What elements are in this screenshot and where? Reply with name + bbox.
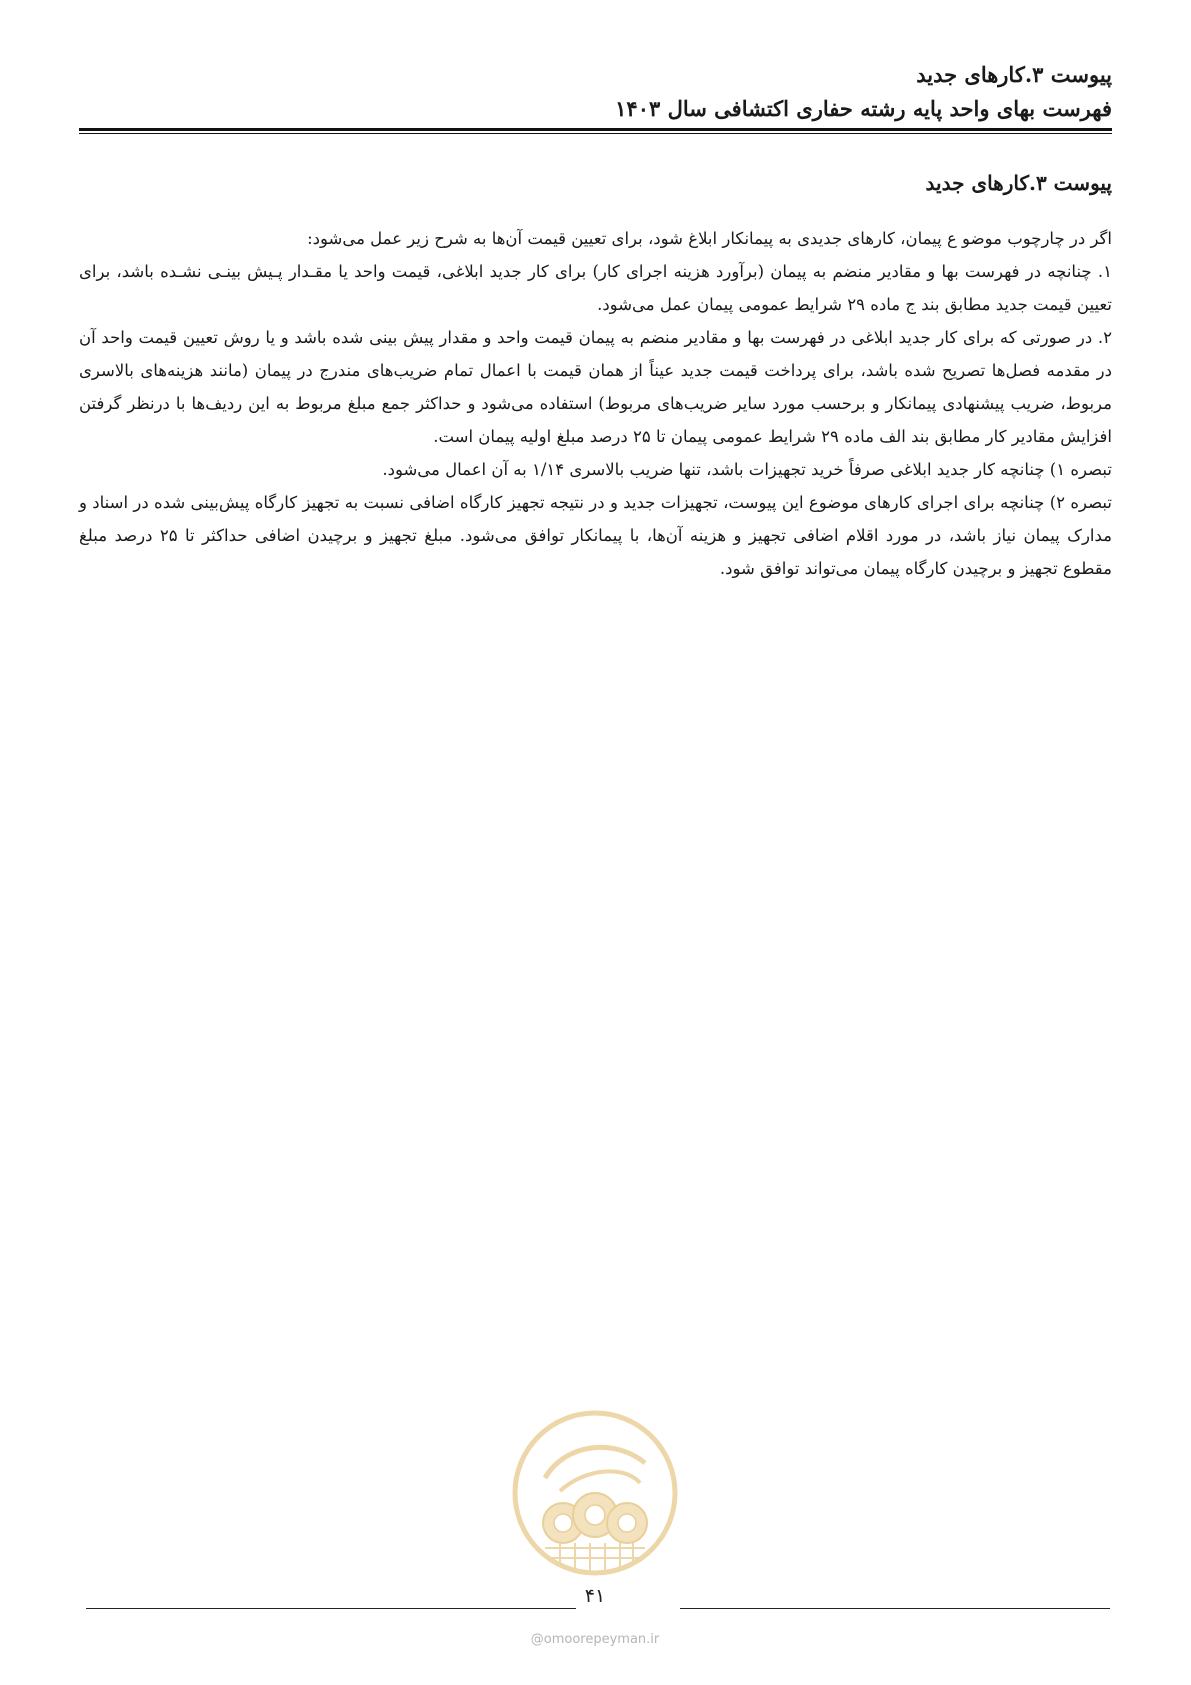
paragraph-item-2: ۲. در صورتی که برای کار جدید ابلاغی در فهرست بها و مقادیر منضم به پیمان قیمت واحد و مقدار پیش بینی شده باشد و یا روش تعیین قیمت واحد آن در مقدمه فصل‌ها تصریح شده باشد، برای پرداخت قیمت جدید عیناً از همان قیمت با اعمال تمام ضریب‌های مندرج در پیمان (مانند هزینه‌های بالاسری مربوط، ضریب پیشنهادی پیمانکار و برحسب مورد سایر ضریب‌های مربوط) استفاده می‌شود و حداکثر جمع مبلغ مربوط به این ردیف‌ها با درنظر گرفتن افزایش مقادیر کار مطابق بند الف ماده ۲۹ شرایط عمومی پیمان تا ۲۵ درصد مبلغ اولیه پیمان است. [79, 328, 1112, 446]
page-number: ۴۱ [584, 1585, 606, 1607]
footer-rule-right [680, 1608, 1110, 1609]
omoorepeyman-seal-logo-icon [505, 1403, 685, 1583]
paragraph-item-1: ۱. چنانچه در فهرست بها و مقادیر منضم به پیمان (برآورد هزینه اجرای کار) برای کار جدید ابلاغی، قیمت واحد یا مقـدار پـیش بینـی نشـده باشد، برای تعیین قیمت جدید مطابق بند ج ماده ۲۹ شرایط عمومی پیمان عمل می‌شود. [79, 262, 1112, 314]
page-body [79, 168, 1112, 585]
header-appendix-title: پیوست ۳.کارهای جدید [916, 62, 1112, 87]
section-title: پیوست ۳.کارهای جدید [925, 171, 1112, 195]
paragraph-note-2: تبصره ۲) چنانچه برای اجرای کارهای موضوع این پیوست، تجهیزات جدید و در نتیجه تجهیز کارگاه اضافی نسبت به تجهیز کارگاه پیش‌بینی شده در اسناد و مدارک پیمان نیاز باشد، در مورد اقلام اضافی تجهیز و هزینه آن‌ها، با پیمانکار توافق می‌شود. مبلغ تجهیز و برچیدن اضافی حداکثر تا ۲۵ درصد مبلغ مقطوع تجهیز و برچیدن کارگاه پیمان می‌تواند توافق شود. [79, 493, 1112, 578]
header-rule-thin [79, 133, 1112, 134]
header-rule-thick [79, 128, 1112, 131]
header-double-rule [79, 128, 1112, 135]
paragraph-note-1: تبصره ۱) چنانچه کار جدید ابلاغی صرفاً خرید تجهیزات باشد، تنها ضریب بالاسری ۱/۱۴ به آن اعمال می‌شود. [382, 460, 1112, 479]
page-header [79, 58, 1112, 126]
header-document-title: فهرست بهای واحد پایه رشته حفاری اکتشافی سال ۱۴۰۳ [615, 96, 1112, 121]
site-watermark-text: @omoorepeyman.ir [530, 1632, 660, 1647]
footer-rule-left [86, 1608, 576, 1609]
paragraph-intro: اگر در چارچوب موضو ع پیمان، کارهای جدیدی به پیمانکار ابلاغ شود، برای تعیین قیمت آن‌ها به شرح زیر عمل می‌شود: [307, 229, 1112, 248]
